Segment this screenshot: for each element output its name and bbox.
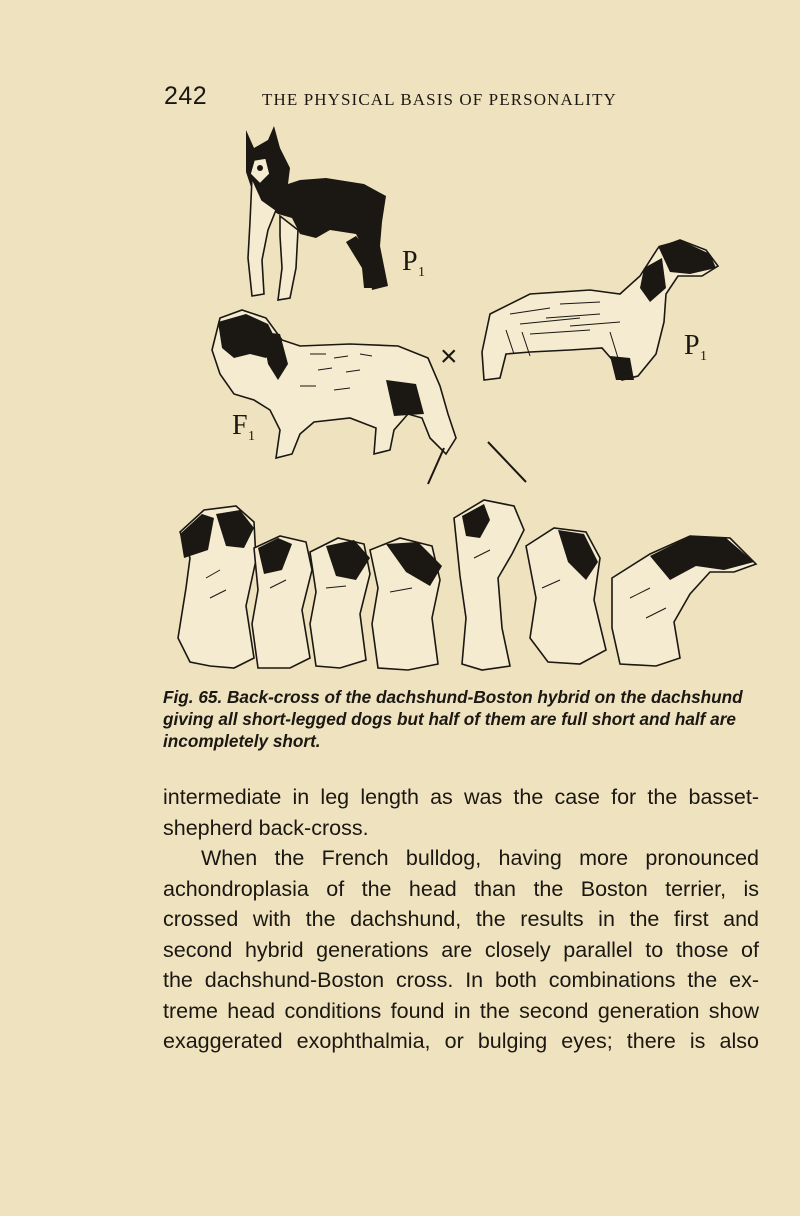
figure-caption: Fig. 65. Back-cross of the dachshund-Boston hybrid on the dachshund giving all short-legged dogs but half of them are full short and half are incompletely short. xyxy=(163,687,743,751)
text-line: second hybrid generations are closely parallel to those of xyxy=(163,937,759,962)
text-line: crossed with the dachshund, the results in the first and xyxy=(163,907,759,931)
running-title: THE PHYSICAL BASIS OF PERSONALITY xyxy=(262,90,617,109)
text-line: achondroplasia of the head than the Boston terrier, is xyxy=(163,876,759,901)
label-p1-right: P xyxy=(684,330,700,361)
paragraph-2 xyxy=(163,843,759,1057)
label-p1-right-sub: 1 xyxy=(700,349,707,364)
text-line: treme head conditions found in the second generation show xyxy=(163,998,759,1023)
page-number: 242 xyxy=(164,82,208,110)
label-p1-top-sub: 1 xyxy=(418,265,425,280)
label-f1-sub: 1 xyxy=(248,429,255,444)
body-text xyxy=(163,782,759,1057)
label-f1: F xyxy=(232,410,248,441)
hybrid-f1-drawing xyxy=(212,310,456,484)
boston-terrier-drawing xyxy=(246,126,425,300)
text-line: When the French bulldog, having more pronounced xyxy=(201,846,759,870)
figure-illustration xyxy=(150,118,770,684)
paragraph-1 xyxy=(163,782,759,843)
text-line: shepherd back-cross. xyxy=(163,815,369,840)
text-line: the dachshund-Boston cross. In both combinations the ex- xyxy=(163,968,759,992)
dog-cross-drawing xyxy=(150,118,770,684)
dachshund-drawing xyxy=(482,240,718,482)
backcross-litter-drawing xyxy=(178,500,756,670)
cross-symbol: × xyxy=(440,340,458,373)
label-p1-top: P xyxy=(402,246,418,277)
text-line: intermediate in leg length as was the case for the basset- xyxy=(163,785,759,809)
text-line: exaggerated exophthalmia, or bulging eyes; there is also xyxy=(163,1029,759,1053)
